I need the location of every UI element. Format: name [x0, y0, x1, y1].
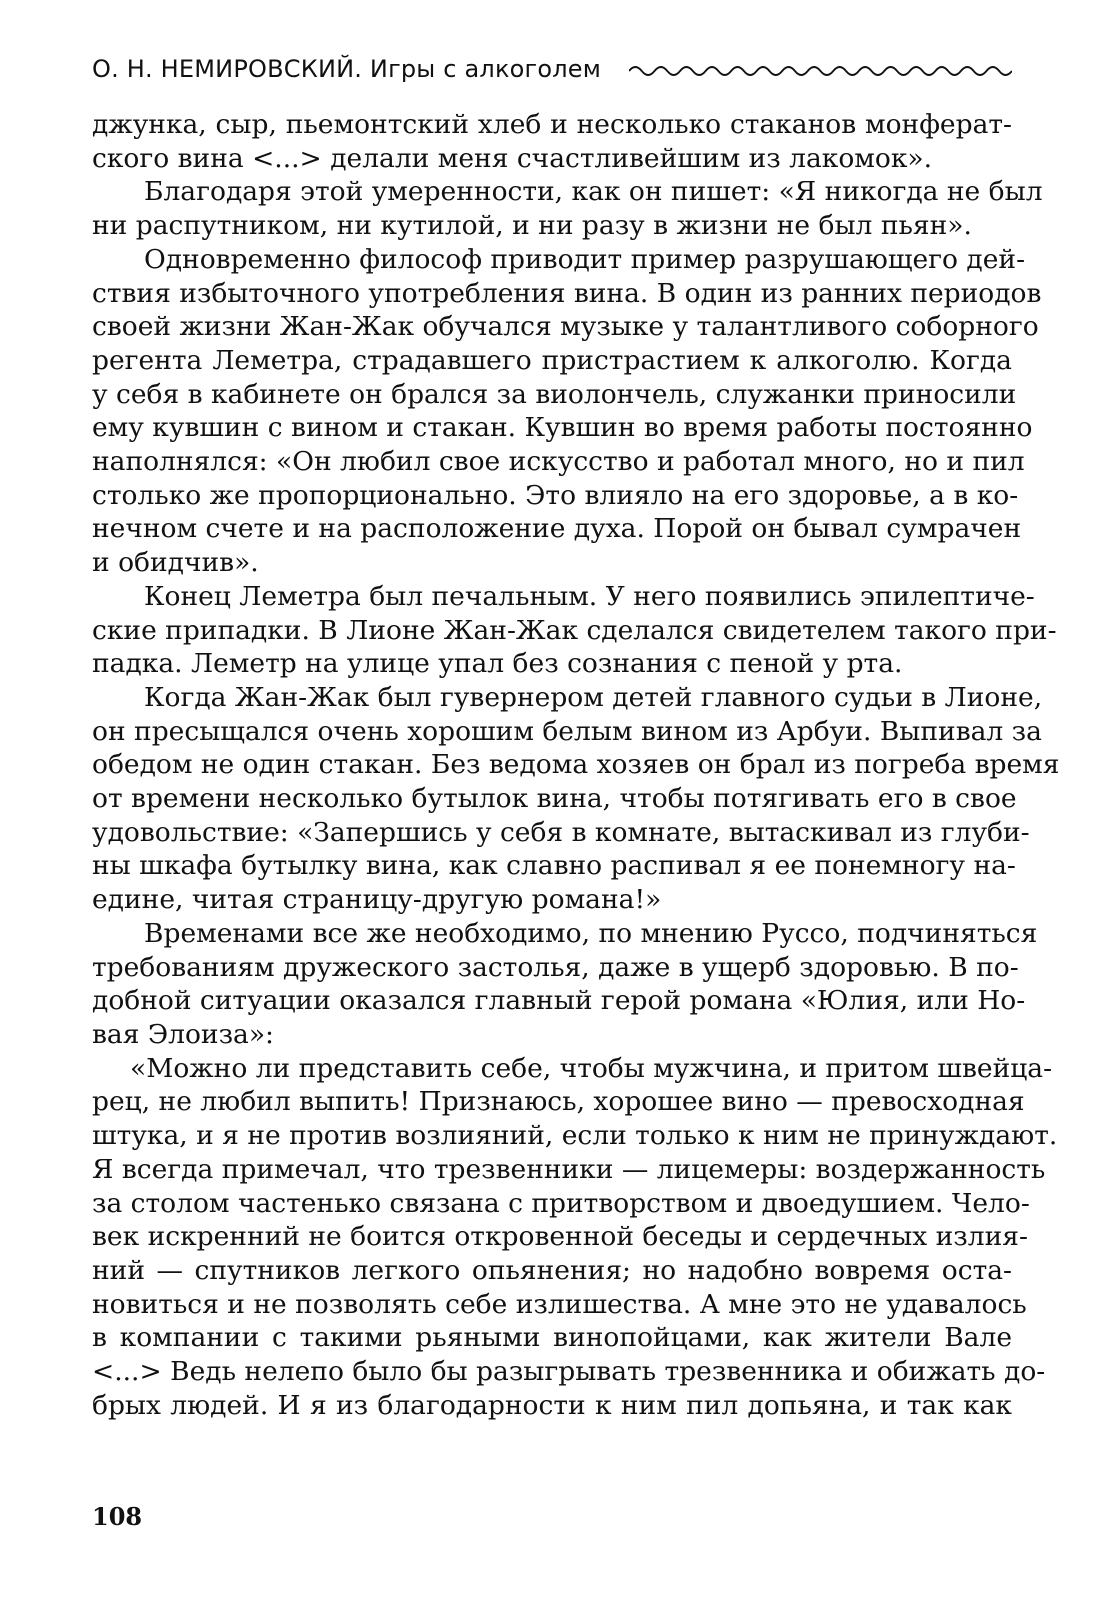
text-line: наполнялся: «Он любил свое искусство и работал много, но и пил: [92, 446, 1025, 478]
text-line: столько же пропорционально. Это влияло на его здоровье, а в ко-: [92, 479, 1019, 511]
text-line: ствия избыточного употребления вина. В один из ранних периодов: [92, 277, 1042, 309]
text-line: <...> Ведь нелепо было бы разыгрывать трезвенника и обижать до-: [92, 1356, 1046, 1388]
running-header: [92, 52, 1012, 86]
text-line: «Можно ли представить себе, чтобы мужчина, и притом швейца-: [130, 1052, 1053, 1084]
text-line: Конец Леметра был печальным. У него появились эпилептиче-: [144, 580, 1035, 612]
text-line: нечном счете и на расположение духа. Порой он бывал сумрачен: [92, 513, 1022, 545]
text-line: век искренний не боится откровенной беседы и сердечных излия-: [92, 1221, 1028, 1253]
text-line: едине, читая страницу-другую романа!»: [92, 884, 662, 916]
text-line: регента Леметра, страдавшего пристрастием к алкоголю. Когда: [92, 344, 1012, 376]
text-line: джунка, сыр, пьемонтский хлеб и несколько стаканов монферат-: [92, 109, 1012, 140]
body-text: [92, 108, 1060, 1422]
text-line: ний — спутников легкого опьянения; но надобно вовремя оста-: [92, 1254, 1012, 1286]
text-line: он пресыщался очень хорошим белым вином из Арбуи. Выпивал за: [92, 715, 1042, 747]
text-line: штука, и я не против возлияний, если только к ним не принуждают.: [92, 1120, 1058, 1152]
text-line: в компании с такими рьяными винопойцами, как жители Вале: [92, 1322, 1012, 1354]
text-line: добной ситуации оказался главный герой романа «Юлия, или Но-: [92, 985, 1026, 1017]
text-line: у себя в кабинете он брался за виолончель, служанки приносили: [92, 378, 1017, 410]
text-line: ны шкафа бутылку вина, как славно распивал я ее понемногу на-: [92, 850, 1016, 882]
text-line: Временами все же необходимо, по мнению Руссо, подчиняться: [144, 917, 1038, 949]
text-line: Одновременно философ приводит пример разрушающего дей-: [144, 243, 1026, 275]
text-line: от времени несколько бутылок вина, чтобы потягивать его в свое: [92, 783, 1017, 815]
text-line: рец, не любил выпить! Признаюсь, хорошее вино — превосходная: [92, 1086, 1025, 1118]
text-line: Я всегда примечал, что трезвенники — лицемеры: воздержанность: [92, 1153, 1046, 1185]
text-line: Когда Жан-Жак был гувернером детей главного судьи в Лионе,: [144, 681, 1043, 713]
page-number: 108: [92, 1502, 143, 1531]
text-line: ему кувшин с вином и стакан. Кувшин во время работы постоянно: [92, 412, 1033, 444]
header-ornament-wave: [629, 59, 1012, 79]
text-line: за столом частенько связана с притворством и двоедушием. Чело-: [92, 1187, 1030, 1219]
text-line: ского вина <...> делали меня счастливейшим из лакомок».: [92, 142, 933, 174]
text-line: брых людей. И я из благодарности к ним пил допьяна, и так как: [92, 1389, 1012, 1421]
text-line: падка. Леметр на улице упал без сознания с пеной у рта.: [92, 648, 903, 680]
text-line: и обидчив».: [92, 547, 259, 579]
text-line: своей жизни Жан-Жак обучался музыке у талантливого соборного: [92, 311, 1039, 343]
text-line: вая Элоиза»:: [92, 1018, 274, 1050]
text-line: удовольствие: «Запершись у себя в комнате, вытаскивал из глуби-: [92, 816, 1030, 848]
text-line: новиться и не позволять себе излишества. А мне это не удавалось: [92, 1288, 1027, 1320]
text-line: требованиям дружеского застолья, даже в ущерб здоровью. В по-: [92, 951, 1019, 983]
running-title: О. Н. НЕМИРОВСКИЙ. Игры с алкоголем: [92, 55, 602, 83]
text-line: Благодаря этой умеренности, как он пишет: «Я никогда не был: [144, 176, 1043, 208]
text-line: ские припадки. В Лионе Жан-Жак сделался свидетелем такого при-: [92, 614, 1057, 646]
text-line: ни распутником, ни кутилой, и ни разу в жизни не был пьян».: [92, 210, 972, 242]
text-line: обедом не один стакан. Без ведома хозяев он брал из погреба время: [92, 749, 1060, 781]
